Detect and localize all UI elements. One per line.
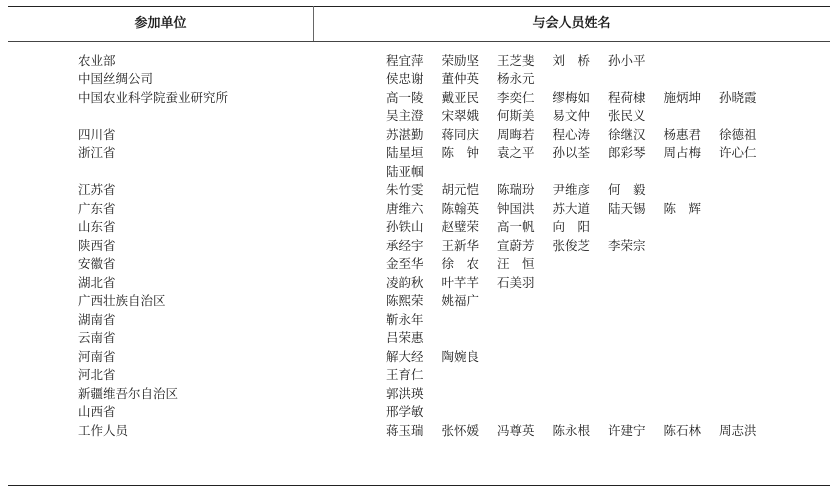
attendee-name: 凌韵秋: [386, 274, 424, 290]
attendee-name: 苏湛勤: [386, 126, 424, 142]
attendee-name: 解大经: [386, 348, 424, 364]
attendee-name: 陈 辉: [663, 200, 702, 216]
table-row: [8, 198, 830, 217]
attendee-name: 陈永根: [552, 422, 591, 438]
attendee-list: [386, 143, 801, 180]
unit-name: 湖北省: [78, 274, 116, 290]
attendee-name: 汪 恒: [497, 256, 535, 271]
attendee-name: 许心仁: [719, 145, 757, 160]
table-bottom-rule: [8, 485, 830, 486]
attendee-name: 徐继汉: [608, 126, 646, 142]
attendee-name: 孙以荃: [552, 145, 591, 160]
header-attendee-names: 与会人员姓名: [532, 16, 611, 31]
attendee-name: 李奕仁: [497, 89, 535, 105]
table-row: [8, 235, 830, 254]
table-row: [8, 402, 830, 421]
unit-name: 山东省: [78, 219, 116, 234]
unit-name: 安徽省: [78, 256, 116, 271]
attendee-name: 胡元恺: [441, 182, 480, 197]
attendee-name: 陆星垣: [386, 145, 424, 160]
attendee-name: 宣蔚芳: [497, 237, 535, 253]
attendee-name: 程荷棣: [608, 89, 646, 105]
attendee-name: 王芝斐: [497, 52, 535, 68]
unit-name: 浙江省: [78, 145, 116, 160]
attendee-name: 陈翰英: [441, 200, 480, 216]
table-row: [8, 180, 830, 199]
attendee-name: 蒋玉瑞: [386, 422, 424, 438]
attendee-name: 蒋同庆: [441, 126, 480, 142]
attendee-name: 陆天锡: [608, 200, 646, 216]
attendee-list: [386, 198, 801, 217]
unit-name: 江苏省: [78, 182, 116, 197]
attendee-name: 苏大道: [552, 200, 591, 216]
table-row: [8, 309, 830, 328]
attendee-list: [386, 50, 801, 69]
attendee-name: 袁之平: [497, 145, 535, 160]
unit-name: 云南省: [78, 330, 116, 345]
attendee-name: 杨惠君: [663, 126, 702, 142]
unit-name: 广西壮族自治区: [78, 293, 166, 308]
attendee-name: 金至华: [386, 256, 424, 271]
attendee-name: 周占梅: [663, 145, 702, 160]
unit-name: 工作人员: [78, 422, 129, 438]
attendee-list: [386, 328, 801, 347]
attendee-name: 郎彩琴: [608, 145, 646, 160]
attendee-name: 陶婉良: [441, 348, 480, 364]
attendee-name: 徐 农: [441, 256, 480, 271]
attendee-name: 宋翠娥: [441, 108, 480, 123]
attendee-name: 叶芊芊: [441, 274, 480, 290]
attendee-name: 尹维彦: [552, 182, 591, 197]
attendee-name: 吴主澄: [386, 108, 424, 123]
attendee-name: 张怀媛: [441, 422, 480, 438]
unit-name: 四川省: [78, 126, 116, 142]
unit-name: 新疆维吾尔自治区: [78, 385, 179, 401]
attendee-name: 陈 钟: [441, 145, 480, 160]
attendee-name: 姚福广: [441, 293, 480, 308]
unit-name: 农业部: [78, 52, 116, 68]
table-row: [8, 291, 830, 310]
attendee-name: 朱竹雯: [386, 182, 424, 197]
attendee-name: 钟国洪: [497, 200, 535, 216]
table-row: [8, 365, 830, 384]
attendee-name: 孙铁山: [386, 219, 424, 234]
attendee-name: 刘 桥: [552, 52, 591, 68]
table-row: [8, 69, 830, 88]
table-row: [8, 124, 830, 143]
attendee-list: [386, 180, 801, 199]
attendee-name: 承经宇: [386, 237, 424, 253]
unit-name: 湖南省: [78, 311, 116, 327]
attendee-list: [386, 254, 801, 273]
attendee-name: 荣励坚: [441, 52, 480, 68]
header-participating-unit: 参加单位: [134, 16, 187, 31]
attendee-list: [386, 309, 801, 328]
attendee-list: [386, 346, 801, 365]
attendee-list: [386, 69, 801, 88]
attendee-name: 陈瑞玢: [497, 182, 535, 197]
attendee-name: 郭洪瑛: [386, 385, 424, 401]
attendee-name: 周晦若: [497, 126, 535, 142]
attendee-name: 董仲英: [441, 71, 480, 86]
attendee-name: 陈石林: [663, 422, 702, 438]
attendee-name: 王育仁: [386, 367, 424, 382]
attendee-list: [386, 124, 801, 143]
unit-name: 河南省: [78, 348, 116, 364]
table-row: [8, 217, 830, 236]
attendee-name: 张俊芝: [552, 237, 591, 253]
attendee-name: 程心涛: [552, 126, 591, 142]
attendee-list: [386, 291, 801, 310]
attendee-name: 戴亚民: [441, 89, 480, 105]
attendee-name: 赵璧荣: [441, 219, 480, 234]
unit-name: 中国农业科学院蚕业研究所: [78, 89, 229, 105]
unit-name: 山西省: [78, 404, 116, 419]
table-row: [8, 346, 830, 365]
table-row: [8, 87, 830, 124]
attendee-list: [386, 87, 801, 124]
table-row: [8, 143, 830, 180]
attendee-name: 向 阳: [552, 219, 591, 234]
attendee-name: 施炳坤: [663, 89, 702, 105]
attendee-name: 唐维六: [386, 200, 424, 216]
attendee-name: 冯尊英: [497, 422, 535, 438]
unit-name: 广东省: [78, 200, 116, 216]
attendee-name: 杨永元: [497, 71, 535, 86]
attendee-name: 王新华: [441, 237, 480, 253]
attendee-name: 何斯美: [497, 108, 535, 123]
attendee-name: 孙小平: [608, 52, 646, 68]
attendee-name: 侯忠谢: [386, 71, 424, 86]
attendee-list: [386, 383, 801, 402]
table-row: [8, 328, 830, 347]
attendee-name: 高一帆: [497, 219, 535, 234]
attendee-list: [386, 235, 801, 254]
attendee-list: [386, 217, 801, 236]
table-row: [8, 420, 830, 439]
attendee-name: 陈熙荣: [386, 293, 424, 308]
unit-name: 陕西省: [78, 237, 116, 253]
unit-name: 中国丝绸公司: [78, 71, 154, 86]
attendee-list: [386, 272, 801, 291]
attendee-name: 张民义: [608, 108, 646, 123]
attendee-list: [386, 402, 801, 421]
attendee-list: [386, 420, 801, 439]
attendee-name: 靳永年: [386, 311, 424, 327]
table-row: [8, 254, 830, 273]
attendee-name: 易文仲: [552, 108, 591, 123]
attendee-name: 程宜萍: [386, 52, 424, 68]
attendee-name: 邢学敏: [386, 404, 424, 419]
attendee-name: 何 毅: [608, 182, 646, 197]
attendee-name: 高一陵: [386, 89, 424, 105]
attendee-name: 周志洪: [719, 422, 757, 438]
header-rule: [8, 41, 830, 42]
attendee-name: 孙晓霞: [719, 89, 757, 105]
attendee-name: 许建宁: [608, 422, 646, 438]
table-row: [8, 50, 830, 69]
attendee-name: 李荣宗: [608, 237, 646, 253]
unit-name: 河北省: [78, 367, 116, 382]
table-row: [8, 272, 830, 291]
attendee-name: 徐德祖: [719, 126, 757, 142]
attendee-list: [386, 365, 801, 384]
table-row: [8, 383, 830, 402]
attendee-name: 缪梅如: [552, 89, 591, 105]
table-body: [8, 50, 830, 439]
attendee-name: 石美羽: [497, 274, 535, 290]
attendee-name: 吕荣惠: [386, 330, 424, 345]
attendee-name: 陆亚帼: [386, 163, 424, 179]
